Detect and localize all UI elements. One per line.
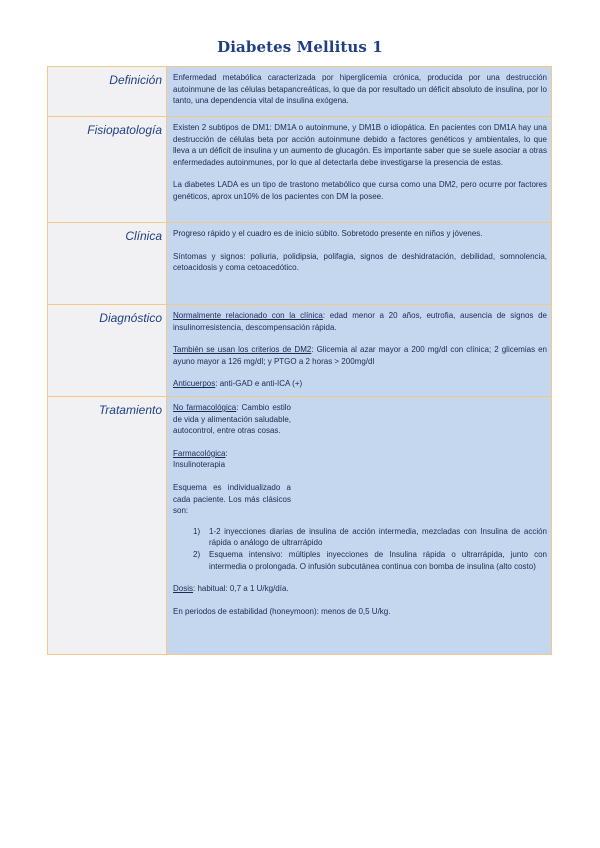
content-definicion [167, 67, 552, 117]
content-clinica [167, 223, 552, 305]
content-tratamiento [167, 397, 552, 655]
list-item-text: Esquema intensivo: múltiples inyecciones de Insulina rápida o ultrarrápida, junto con intermedia o prolongada. O infusión subcutánea continua con bomba de insulina (alto costo) [209, 549, 547, 571]
row-diagnostico [48, 305, 552, 397]
content-diagnostico [167, 305, 552, 397]
tratamiento-farm-underlined: Farmacológica [173, 448, 226, 458]
list-item-number: 2) [193, 549, 201, 559]
fisiopatologia-p2: La diabetes LADA es un tipo de trastono metabólico que cursa como una DM2, pero ocurre por factores genéticos, aprox un10% de los pacientes con DM la posee. [173, 180, 547, 201]
tratamiento-dosis-underlined: Dosis [173, 584, 194, 594]
tratamiento-estabilidad: En periodos de estabilidad (honeymoon): menos de 0,5 U/kg. [173, 606, 391, 616]
tratamiento-farm-heading [173, 448, 547, 460]
tratamiento-nofarm [173, 402, 291, 437]
list-item [193, 549, 547, 572]
content-table [47, 66, 552, 655]
tratamiento-farm-colon: : [225, 448, 228, 458]
list-item [193, 526, 547, 549]
row-definicion [48, 67, 552, 117]
row-tratamiento [48, 397, 552, 655]
label-definicion: Definición [48, 67, 167, 117]
label-fisiopatologia: Fisiopatología [48, 117, 167, 223]
document-title: Diabetes Mellitus 1 [217, 38, 383, 56]
tratamiento-nofarm-underlined: No farmacológica [173, 403, 237, 412]
diagnostico-p1 [173, 310, 547, 333]
diagnostico-p1-rest: : edad menor a 20 años, eutrofia, ausencia de signos de insulinorresistencia, descompensación rápida. [173, 311, 547, 332]
tratamiento-dosis-rest: : habitual: 0,7 a 1 U/kg/día. [193, 584, 289, 594]
label-diagnostico: Diagnóstico [48, 305, 167, 397]
diagnostico-p3 [173, 378, 547, 390]
tratamiento-dosis [173, 583, 547, 595]
list-item-number: 1) [193, 526, 201, 536]
label-clinica: Clínica [48, 223, 167, 305]
row-clinica [48, 223, 552, 305]
list-item-text: 1-2 inyecciones diarias de insulina de acción intermedia, mezcladas con Insulina de acción rápida o análogo de ultrarrápido [209, 526, 547, 548]
fisiopatologia-p1: Existen 2 subtipos de DM1: DM1A o autoinmune, y DM1B o idiopática. En pacientes con DM1A hay una destrucción de células beta por acción autoinmune debido a factores genéticos y ambientales, lo que lleva a un déficit de insulina y un aumento de glucagón. Es importante saber que se suele asociar a otras enfermedades autoinmunes, por lo que al detectarla debe investigarse la presencia de estas. [173, 123, 547, 167]
definicion-text: Enfermedad metabólica caracterizada por hiperglicemia crónica, producida por una destrucción autoinmune de las células betapancreáticas, lo que da por resultado un déficit absoluto de insulina, por lo tanto, una dependencia vital de insulina exógena. [173, 73, 547, 106]
tratamiento-nofarm-rest: : Cambio estilo de vida y alimentación saludable, autocontrol, entre otras cosas. [173, 403, 291, 436]
diagnostico-p2-rest: : Glicemia al azar mayor a 200 mg/dl con clínica; 2 glicemias en ayuno mayor a 126 mg/dl; y PTGO a 2 horas > 200mg/dl [173, 345, 548, 366]
row-fisiopatologia [48, 117, 552, 223]
tratamiento-farm-item: Insulinoterapia [173, 460, 226, 470]
diagnostico-p3-underlined: Anticuerpos [173, 379, 216, 389]
content-fisiopatologia [167, 117, 552, 223]
diagnostico-p2-underlined: También se usan los criterios de DM2 [173, 345, 312, 355]
diagnostico-p1-underlined: Normalmente relacionado con la clínica [173, 311, 323, 320]
clinica-p1: Progreso rápido y el cuadro es de inicio súbito. Sobretodo presente en niños y jóvenes. [173, 229, 483, 238]
label-tratamiento: Tratamiento [48, 397, 167, 655]
diagnostico-p3-rest: : anti-GAD e anti-ICA (+) [215, 379, 303, 389]
tratamiento-esquema: Esquema es individualizado a cada paciente. Los más clásicos son: [173, 482, 291, 516]
diagnostico-p2 [173, 344, 547, 367]
tratamiento-list [173, 526, 547, 572]
clinica-p2: Síntomas y signos: poliuria, polidipsia, polifagia, signos de deshidratación, debilidad, somnolencia, cetoacidosis y coma cetoacedótico. [173, 251, 547, 273]
